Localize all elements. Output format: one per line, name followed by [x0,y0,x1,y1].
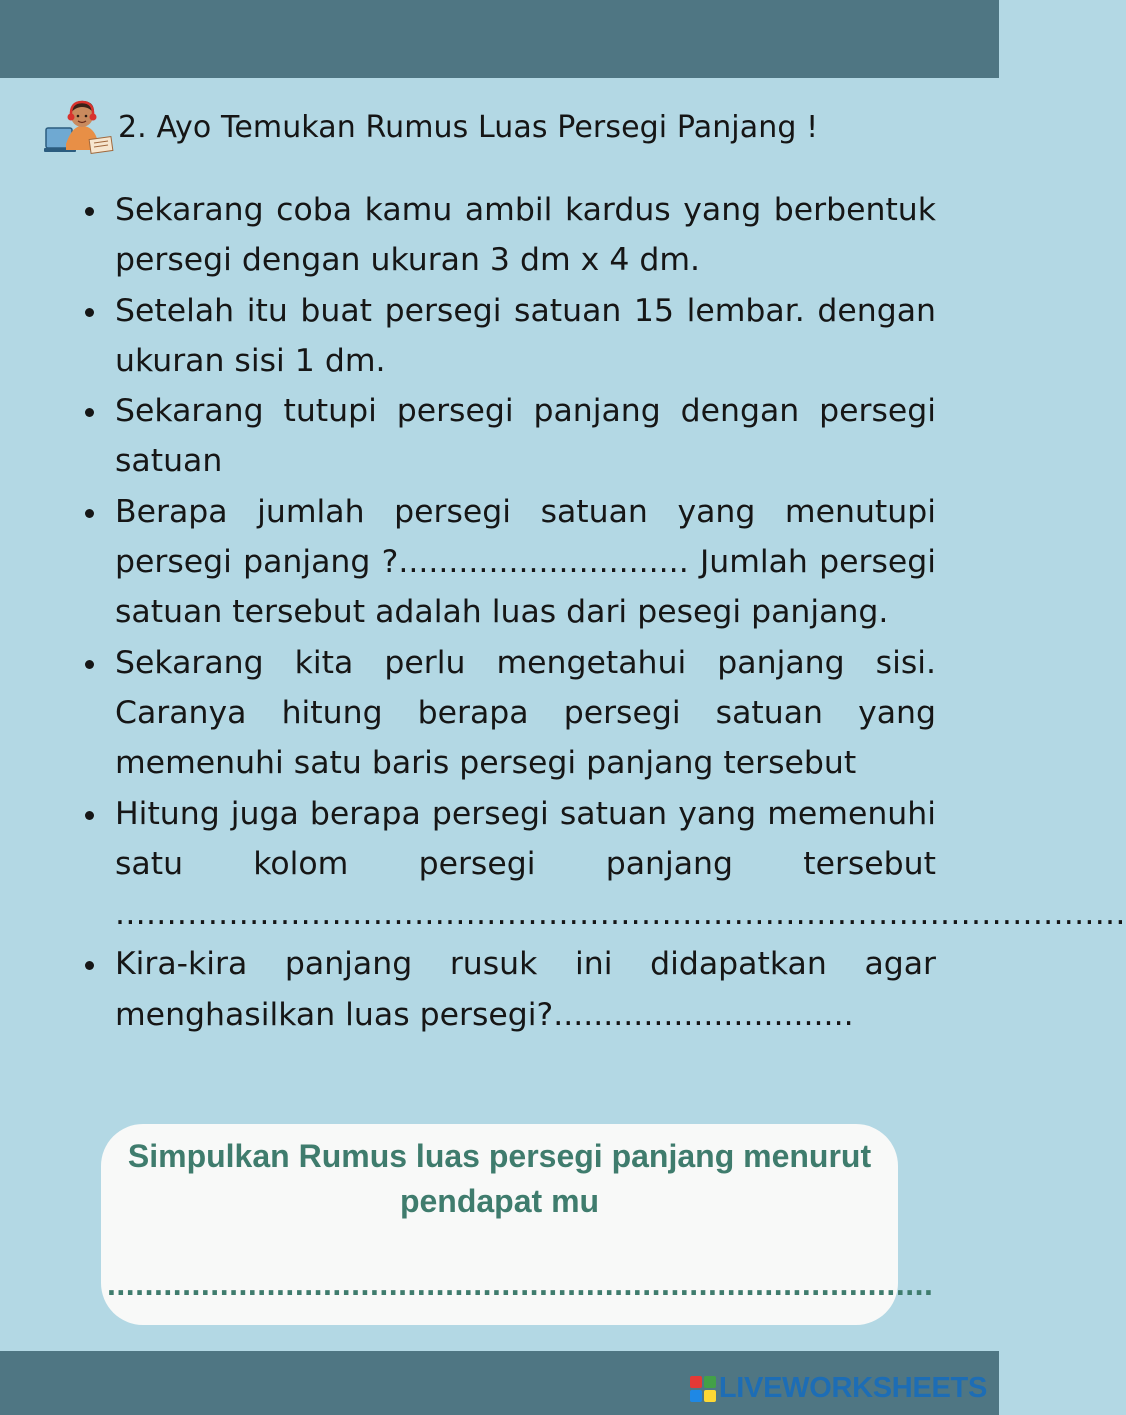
list-item-text: Setelah itu buat persegi satuan 15 lembar. dengan ukuran sisi 1 dm. [115,292,936,379]
list-item-text: Sekarang tutupi persegi panjang dengan persegi satuan [115,393,936,480]
list-item-text: Sekarang coba kamu ambil kardus yang berbentuk persegi dengan ukuran 3 dm x 4 dm. [115,192,936,279]
top-band [0,0,999,78]
conclusion-box [101,1124,934,1325]
list-item [76,789,1126,940]
instruction-list [76,185,1126,1040]
list-item [76,487,936,638]
section-heading [44,96,818,158]
list-item [76,185,936,286]
list-item-text: Berapa jumlah persegi satuan yang menutupi persegi panjang ?............................. Jumlah persegi satuan tersebut adalah luas dari pesegi panjang. [115,493,936,631]
list-item [76,286,936,387]
list-item [76,638,936,789]
list-item-text: Sekarang kita perlu mengetahui panjang sisi. Caranya hitung berapa persegi satuan yang memenuhi satu baris persegi panjang tersebut [115,644,936,782]
list-item [76,939,936,1040]
brand-name: LIVEWORKSHEETS [718,1372,987,1404]
conclusion-title: Simpulkan Rumus luas persegi panjang menurut pendapat mu [127,1138,872,1219]
list-item-text: Kira-kira panjang rusuk ini didapatkan agar menghasilkan luas persegi?.............................. [115,946,936,1033]
liveworksheets-logo-icon [690,1376,716,1402]
answer-blank[interactable]: .................................................................................................. [115,896,1126,933]
heading-text: 2. Ayo Temukan Rumus Luas Persegi Panjang ! [118,109,819,145]
conclusion-answer-blank[interactable]: ........................................................................................ [107,1266,934,1302]
list-item [76,386,936,487]
list-item-text: Hitung juga berapa persegi satuan yang memenuhi satu kolom persegi panjang tersebut [115,795,936,882]
student-laptop-icon [44,96,116,158]
brand-logo[interactable] [690,1372,987,1405]
